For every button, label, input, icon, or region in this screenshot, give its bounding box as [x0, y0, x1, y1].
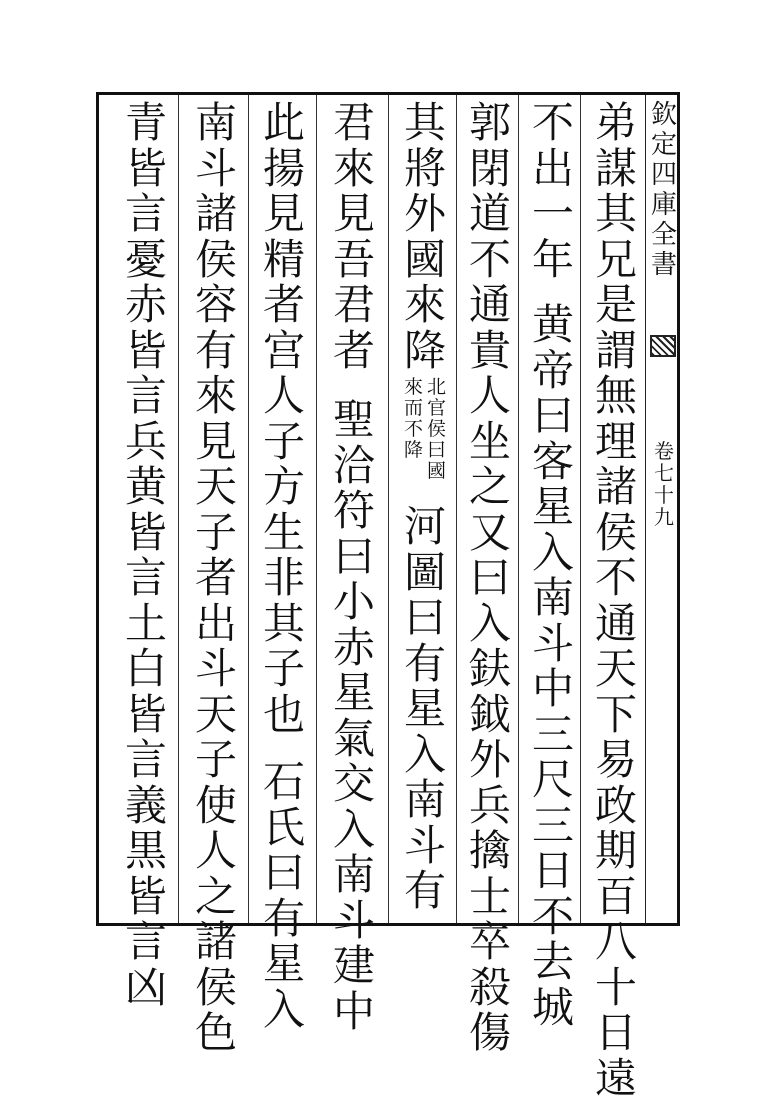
glyph: 之: [468, 462, 511, 511]
glyph: 不: [531, 891, 574, 941]
glyph: 子: [262, 644, 305, 693]
glyph: 三: [531, 709, 574, 759]
column-rule: [248, 95, 249, 923]
glyph: 弟: [594, 98, 637, 147]
glyph: 道: [468, 189, 511, 238]
glyph: 其: [262, 598, 305, 648]
glyph: 石: [262, 757, 305, 806]
glyph: 也: [262, 689, 305, 739]
glyph: 不: [403, 418, 423, 440]
glyph: 黄: [531, 300, 574, 349]
glyph: 傷: [468, 1008, 511, 1057]
text-column-7: [188, 100, 244, 1056]
glyph: 曰: [427, 439, 447, 461]
glyph: 中: [531, 664, 574, 713]
glyph: 無: [594, 371, 637, 420]
glyph: 來: [194, 371, 237, 420]
glyph: 入: [531, 527, 574, 577]
glyph: 揚: [262, 143, 305, 193]
glyph: 人: [468, 371, 511, 420]
glyph: 北: [427, 376, 447, 398]
glyph: 四: [650, 160, 677, 190]
glyph: 十: [654, 483, 674, 507]
glyph: 諸: [594, 462, 637, 511]
text-column-6: [256, 100, 312, 1032]
glyph: 見: [262, 189, 305, 238]
glyph: 外: [403, 189, 446, 238]
glyph: 吾: [332, 234, 375, 284]
glyph: 曰: [332, 531, 375, 581]
margin-divider: [645, 95, 646, 923]
glyph: 閉: [468, 143, 511, 193]
glyph: 來: [403, 280, 446, 329]
glyph: 通: [594, 598, 637, 648]
glyph: 將: [403, 143, 446, 193]
glyph: 斗: [403, 820, 446, 870]
glyph: 其: [403, 98, 446, 147]
glyph: 星: [332, 668, 375, 717]
glyph: 人: [194, 826, 237, 875]
glyph: 殺: [468, 962, 511, 1012]
glyph: 者: [194, 553, 237, 602]
glyph: 又: [468, 507, 511, 557]
glyph: 九: [654, 505, 674, 529]
glyph: 七: [654, 461, 674, 485]
glyph: 有: [262, 893, 305, 943]
glyph: 憂: [124, 234, 167, 284]
glyph: 星: [531, 482, 574, 531]
glyph: 子: [194, 735, 237, 784]
glyph: 理: [594, 416, 637, 466]
text-column-1: [588, 100, 644, 1101]
glyph: 凶: [124, 962, 167, 1012]
glyph: 義: [124, 780, 167, 830]
glyph: 精: [262, 234, 305, 284]
glyph: 有: [403, 866, 446, 915]
glyph: 不: [531, 98, 574, 147]
glyph: 言: [124, 553, 167, 602]
glyph: 通: [468, 280, 511, 329]
glyph: 見: [332, 189, 375, 238]
glyph: 言: [124, 371, 167, 420]
glyph: 氣: [332, 713, 375, 763]
glyph: 土: [124, 598, 167, 648]
glyph: 入: [332, 804, 375, 854]
glyph: 城: [531, 982, 574, 1032]
glyph: 曰: [468, 553, 511, 602]
glyph: 南: [403, 775, 446, 824]
glyph: 是: [594, 280, 637, 329]
glyph: 君: [332, 98, 375, 147]
glyph: 庫: [650, 190, 677, 220]
glyph: 欽: [650, 100, 677, 130]
glyph: 天: [594, 644, 637, 693]
glyph: 國: [403, 234, 446, 284]
glyph: 士: [468, 871, 511, 921]
glyph: 白: [124, 644, 167, 693]
glyph: 皆: [124, 689, 167, 739]
glyph: 卷: [654, 439, 674, 463]
glyph: 不: [594, 553, 637, 602]
glyph: 卒: [468, 917, 511, 966]
glyph: 言: [124, 917, 167, 966]
glyph: 黄: [124, 462, 167, 511]
glyph: 而: [403, 397, 423, 419]
glyph: 者: [262, 280, 305, 329]
glyph: 十: [594, 962, 637, 1012]
glyph: 外: [468, 735, 511, 784]
glyph: 曰: [403, 593, 446, 642]
glyph: 遠: [594, 1053, 637, 1103]
glyph: 天: [194, 689, 237, 739]
glyph: 方: [262, 462, 305, 511]
glyph: 南: [332, 850, 375, 899]
glyph: 日: [594, 1008, 637, 1057]
glyph: 國: [427, 460, 447, 482]
glyph: 兵: [124, 416, 167, 466]
glyph: 入: [468, 598, 511, 648]
glyph: 曰: [531, 391, 574, 440]
glyph: 聖: [332, 395, 375, 444]
glyph: 生: [262, 507, 305, 557]
glyph: 鈇: [468, 644, 511, 693]
glyph: 此: [262, 98, 305, 147]
volume-label: [647, 440, 681, 528]
text-column-3: [462, 100, 518, 1056]
glyph: 有: [194, 325, 237, 375]
glyph: 謂: [594, 325, 637, 375]
glyph: 者: [332, 325, 375, 375]
glyph: 南: [194, 98, 237, 147]
text-column-5: [326, 100, 382, 1034]
glyph: 宫: [262, 325, 305, 375]
glyph: 出: [194, 598, 237, 648]
glyph: 赤: [332, 622, 375, 672]
glyph: 來: [403, 376, 423, 398]
glyph: 河: [403, 502, 446, 551]
glyph: 入: [403, 729, 446, 779]
glyph: 客: [531, 436, 574, 486]
glyph: 侯: [594, 507, 637, 557]
glyph: 侯: [194, 234, 237, 284]
glyph: 政: [594, 780, 637, 830]
glyph: 非: [262, 553, 305, 602]
glyph: 南: [531, 573, 574, 622]
glyph: 容: [194, 280, 237, 329]
glyph: 侯: [194, 962, 237, 1012]
glyph: 年: [531, 234, 574, 284]
glyph: 青: [124, 98, 167, 147]
glyph: 其: [594, 189, 637, 238]
glyph: 坐: [468, 416, 511, 466]
glyph: 人: [262, 371, 305, 420]
glyph: 鉞: [468, 689, 511, 739]
text-column-4: [395, 100, 455, 914]
glyph: 去: [531, 937, 574, 986]
glyph: 使: [194, 780, 237, 830]
column-rule: [518, 95, 519, 923]
text-column-8: [118, 100, 174, 1010]
glyph: 擒: [468, 826, 511, 875]
glyph: 見: [194, 416, 237, 466]
glyph: 一: [531, 189, 574, 238]
fish-tail-mark: [650, 335, 676, 357]
text-column-2: [525, 100, 581, 1030]
glyph: 君: [332, 280, 375, 329]
glyph: 斗: [332, 895, 375, 945]
glyph: 兄: [594, 234, 637, 284]
glyph: 來: [332, 143, 375, 193]
glyph: 符: [332, 486, 375, 535]
glyph: 皆: [124, 325, 167, 375]
glyph: 建: [332, 941, 375, 990]
glyph: 星: [403, 684, 446, 733]
glyph: 全: [650, 220, 677, 250]
glyph: 洽: [332, 440, 375, 490]
glyph: 子: [262, 416, 305, 466]
glyph: 諸: [194, 917, 237, 966]
glyph: 斗: [531, 618, 574, 668]
glyph: 小: [332, 577, 375, 626]
glyph: 八: [594, 917, 637, 966]
glyph: 言: [124, 189, 167, 238]
glyph: 言: [124, 735, 167, 784]
column-rule: [316, 95, 317, 923]
glyph: 子: [194, 507, 237, 557]
column-rule: [456, 95, 457, 923]
glyph: 黒: [124, 826, 167, 875]
glyph: 謀: [594, 143, 637, 193]
glyph: 色: [194, 1008, 237, 1057]
glyph: 中: [332, 986, 375, 1036]
book-title: [647, 100, 681, 280]
glyph: 斗: [194, 644, 237, 693]
glyph: 星: [262, 939, 305, 988]
glyph: 兵: [468, 780, 511, 830]
glyph: 有: [403, 638, 446, 688]
glyph: 天: [194, 462, 237, 511]
glyph: 斗: [194, 143, 237, 193]
glyph: 書: [650, 250, 677, 280]
glyph: 皆: [124, 507, 167, 557]
glyph: 交: [332, 759, 375, 808]
glyph: 下: [594, 689, 637, 739]
glyph: 尺: [531, 755, 574, 804]
glyph: 出: [531, 143, 574, 193]
glyph: 圖: [403, 547, 446, 597]
glyph: 官: [427, 397, 447, 419]
glyph: 侯: [427, 418, 447, 440]
glyph: 氏: [262, 802, 305, 852]
column-rule: [178, 95, 179, 923]
glyph: 之: [194, 871, 237, 921]
glyph: 帝: [531, 345, 574, 395]
glyph: 諸: [194, 189, 237, 238]
glyph: 郭: [468, 98, 511, 147]
column-rule: [388, 95, 389, 923]
glyph: 百: [594, 871, 637, 921]
glyph: 皆: [124, 871, 167, 921]
glyph: 降: [403, 439, 423, 461]
glyph: 赤: [124, 280, 167, 329]
glyph: 皆: [124, 143, 167, 193]
glyph: 期: [594, 826, 637, 875]
glyph: 不: [468, 234, 511, 284]
glyph: 定: [650, 130, 677, 160]
glyph: 三: [531, 800, 574, 850]
glyph: 日: [531, 846, 574, 895]
glyph: 易: [594, 735, 637, 784]
annotation-note: [404, 377, 446, 482]
glyph: 貴: [468, 325, 511, 375]
glyph: 降: [403, 325, 446, 375]
glyph: 入: [262, 984, 305, 1034]
glyph: 曰: [262, 848, 305, 897]
